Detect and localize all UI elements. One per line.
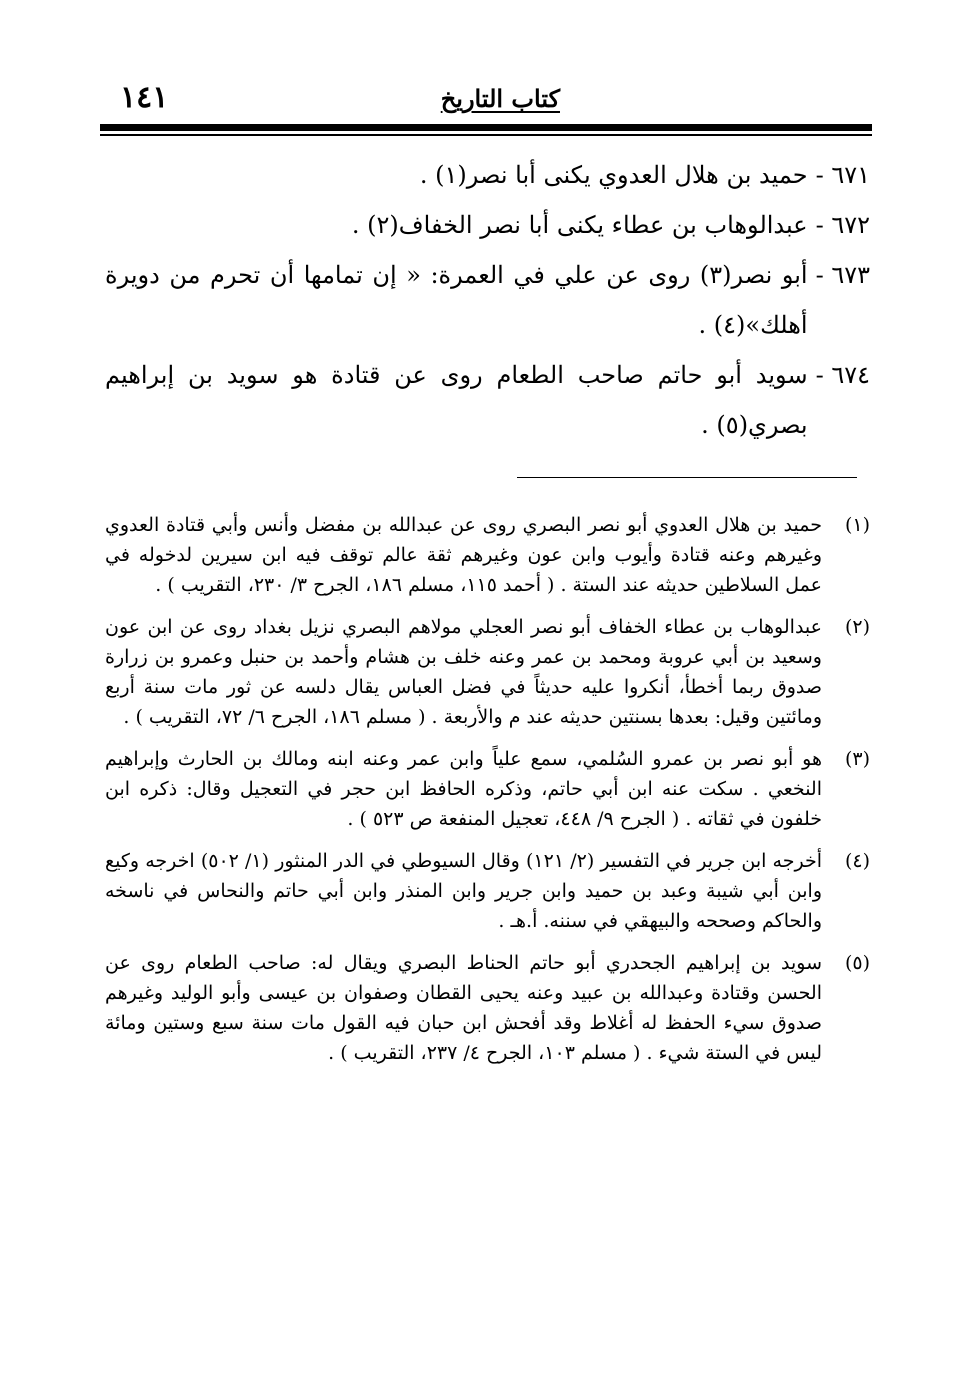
entry-674	[105, 350, 870, 450]
entry-671	[105, 150, 870, 200]
footnote-separator	[517, 477, 857, 478]
footnote-4	[105, 846, 870, 936]
entry-672	[105, 200, 870, 250]
footnote-text: أخرجه ابن جرير في التفسير (٢/ ١٢١) وقال السيوطي في الدر المنثور (١/ ٥٠٢) اخرجه وكيع وابن أبي شيبة وعبد بن حميد وابن جرير وابن المنذر وابن أبي حاتم والنحاس في ناسخه والحاكم وصححه والبيهقي في سننه. أ.هـ .	[105, 850, 822, 932]
entry-number: ٦٧١ -	[815, 161, 870, 189]
entry-text: سويد أبو حاتم صاحب الطعام روى عن قتادة هو سويد بن إبراهيم بصري(٥) .	[105, 361, 808, 439]
footnote-5	[105, 948, 870, 1068]
footnotes	[105, 510, 870, 1080]
entry-text: أبو نصر(٣) روى عن علي في العمرة: « إن تمامها أن تحرم من دويرة أهلك»(٤) .	[105, 261, 808, 339]
header-rule-thick	[100, 124, 872, 131]
footnote-text: حميد بن هلال العدوي أبو نصر البصري روى عن عبدالله بن مفضل وأنس وأبي قتادة العدوي وغيرهم وعنه قتادة وأيوب وابن عون وغيرهم ثقة عالم توقف فيه ابن سيرين لدخوله في عمل السلاطين حديثه عند الستة . ( أحمد ١١٥، مسلم ١٨٦، الجرح ٣/ ٢٣٠، التقريب ) .	[105, 514, 822, 596]
entry-text: حميد بن هلال العدوي يكنى أبا نصر(١) .	[419, 161, 808, 189]
footnote-text: سويد بن إبراهيم الجحدري أبو حاتم الحناط البصري ويقال له: صاحب الطعام روى عن الحسن وقتادة وعبدالله بن عبيد وعنه يحيى القطان وصفوان بن عيسى وأبو الوليد وغيرهم صدوق سيء الحفظ له أغلاط وقد أفحش ابن حبان فيه القول مات سنة سبع وستين ومائة ليس في الستة شيء . ( مسلم ١٠٣، الجرح ٤/ ٢٣٧، التقريب ) .	[105, 952, 822, 1064]
page-header	[100, 78, 870, 118]
footnote-text: هو أبو نصر بن عمرو السُلمي، سمع علياً وابن عمر وعنه ابنه ومالك بن الحارث وإبراهيم النخعي . سكت عنه ابن أبي حاتم، وذكره الحافظ ابن حجر في التعجيل وقال: ذكره ابن خلفون في ثقاته . ( الجرح ٩/ ٤٤٨، تعجيل المنفعة ص ٥٢٣ ) .	[105, 748, 822, 830]
footnote-number: (٢)	[844, 616, 870, 638]
footnote-number: (٤)	[844, 850, 870, 872]
footnote-number: (٣)	[844, 748, 870, 770]
main-entries	[105, 150, 870, 450]
entry-text: عبدالوهاب بن عطاء يكنى أبا نصر الخفاف(٢) .	[351, 211, 808, 239]
footnote-3	[105, 744, 870, 834]
book-title: كتاب التاريخ	[440, 84, 560, 113]
entry-number: ٦٧٢ -	[815, 211, 870, 239]
footnote-1	[105, 510, 870, 600]
page-number: ١٤١	[120, 80, 169, 115]
footnote-2	[105, 612, 870, 732]
header-rule-thin	[100, 134, 872, 136]
footnote-number: (٥)	[844, 952, 870, 974]
entry-number: ٦٧٣ -	[815, 261, 870, 289]
footnote-number: (١)	[844, 514, 870, 536]
entry-673	[105, 250, 870, 350]
entry-number: ٦٧٤ -	[815, 361, 870, 389]
footnote-text: عبدالوهاب بن عطاء الخفاف أبو نصر العجلي مولاهم البصري نزيل بغداد روى عن ابن عون وسعيد بن أبي عروبة ومحمد بن عمر وعنه خلف بن هشام وأحمد بن حنبل وعمرو بن زرارة صدوق ربما أخطأ، أنكروا عليه حديثاً في فضل العباس يقال دلسه عن ثور مات سنة أربع ومائتين وقيل: بعدها بسنتين حديثه عند م والأربعة . ( مسلم ١٨٦، الجرح ٦/ ٧٢، التقريب ) .	[105, 616, 822, 728]
